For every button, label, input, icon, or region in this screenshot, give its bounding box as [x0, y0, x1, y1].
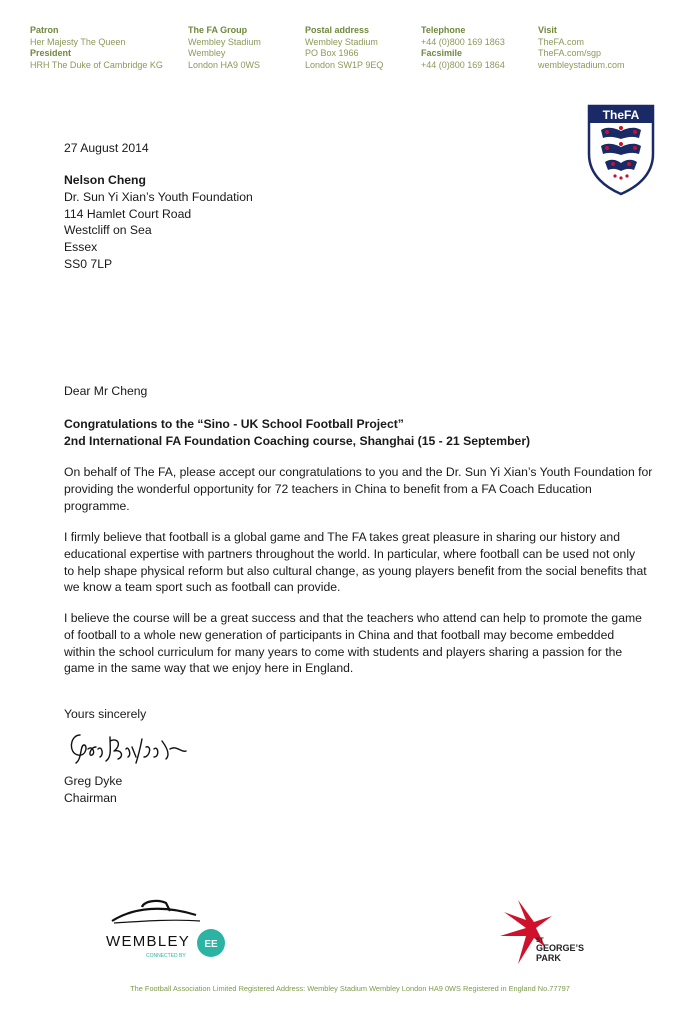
sgp-line-2: GEORGE’S — [536, 943, 585, 953]
subject-line: Congratulations to the “Sino - UK School Football Project” — [64, 417, 404, 431]
paragraph-line: I believe the course will be a great success and that the teachers who attend can help to promote the game — [64, 611, 642, 625]
header-value: Wembley Stadium — [188, 36, 261, 47]
header-value: +44 (0)800 169 1864 — [421, 59, 505, 70]
header-column-patron — [30, 25, 163, 71]
recipient-name: Nelson Cheng — [64, 173, 146, 187]
paragraph-line: I firmly believe that football is a global game and The FA takes great pleasure in sharing our history and — [64, 530, 620, 544]
handwritten-signature — [66, 727, 191, 767]
subject-line: 2nd International FA Foundation Coaching course, Shanghai (15 - 21 September) — [64, 433, 531, 448]
recipient-block — [64, 172, 670, 273]
sgp-line-3: PARK — [536, 953, 561, 963]
header-value: Her Majesty The Queen — [30, 36, 126, 47]
paragraph-3 — [64, 610, 670, 677]
paragraph-line: we know a team sport such as football can provide. — [64, 580, 341, 595]
recipient-line: 114 Hamlet Court Road — [64, 206, 192, 221]
header-value: HRH The Duke of Cambridge KG — [30, 59, 163, 70]
signatory-name: Greg Dyke — [64, 774, 123, 788]
registration-footer: The Football Association Limited Registered Address: Wembley Stadium Wembley London HA9 0WS Registered in England No.77797 — [130, 984, 570, 993]
recipient-line: SS0 7LP — [64, 256, 113, 271]
paragraph-line: of football to a whole new generation of participants in China and that football may become embedded — [64, 627, 615, 642]
paragraph-line: providing the wonderful opportunity for 72 teachers in China to benefit from a FA Coach Education — [64, 481, 592, 496]
header-label: Telephone — [421, 25, 466, 35]
wembley-tagline: CONNECTED BY — [146, 953, 186, 959]
header-label: President — [30, 48, 72, 58]
header-label: Postal address — [305, 25, 370, 35]
paragraph-line: game in the same way that we enjoy here in England. — [64, 661, 354, 676]
recipient-line: Essex — [64, 240, 98, 255]
paragraph-line: to help shape physical reform but also cultural change, as young players benefit from the social benefits that — [64, 563, 647, 578]
wembley-ee-logo — [104, 897, 234, 969]
paragraph-line: On behalf of The FA, please accept our congratulations to you and the Dr. Sun Yi Xian’s Youth Foundation for — [64, 465, 653, 479]
header-value: +44 (0)800 169 1863 — [421, 36, 505, 47]
paragraph-line: within the school curriculum for many years to come with students and players sharing a passion for the — [64, 644, 623, 659]
header-label: Visit — [538, 25, 557, 35]
letter-date: 27 August 2014 — [64, 141, 149, 155]
header-label: Facsimile — [421, 48, 463, 58]
header-value: London SW1P 9EQ — [305, 59, 384, 70]
paragraph-line: educational expertise with partners throughout the world. In particular, where football can be used not only — [64, 546, 636, 561]
recipient-line: Dr. Sun Yi Xian’s Youth Foundation — [64, 189, 253, 204]
closing: Yours sincerely — [64, 707, 147, 721]
ee-logo-text: EE — [204, 939, 218, 950]
header-label: Patron — [30, 25, 59, 35]
header-value: London HA9 0WS — [188, 59, 261, 70]
paragraph-1 — [64, 464, 670, 514]
header-link[interactable]: TheFA.com — [538, 36, 585, 47]
header-column-telephone — [421, 25, 505, 71]
sgp-line-1: ST — [536, 938, 544, 944]
signatory-title: Chairman — [64, 790, 117, 805]
header-value: Wembley — [188, 48, 226, 58]
header-value: PO Box 1966 — [305, 48, 359, 58]
st-georges-park-logo — [496, 898, 586, 966]
salutation: Dear Mr Cheng — [64, 384, 148, 398]
header-value: Wembley Stadium — [305, 36, 378, 47]
signatory-block — [64, 773, 670, 807]
header-column-visit — [538, 25, 625, 71]
crest-text: TheFA — [602, 108, 640, 122]
wembley-wordmark: WEMBLEY — [106, 933, 191, 950]
header-column-fa-group — [188, 25, 261, 71]
recipient-line: Westcliff on Sea — [64, 223, 152, 238]
header-link[interactable]: TheFA.com/sgp — [538, 48, 602, 58]
paragraph-2 — [64, 529, 670, 596]
header-link[interactable]: wembleystadium.com — [538, 59, 625, 70]
header-column-postal — [305, 25, 383, 71]
paragraph-line: programme. — [64, 498, 130, 513]
header-label: The FA Group — [188, 25, 248, 35]
subject-block — [64, 416, 670, 450]
